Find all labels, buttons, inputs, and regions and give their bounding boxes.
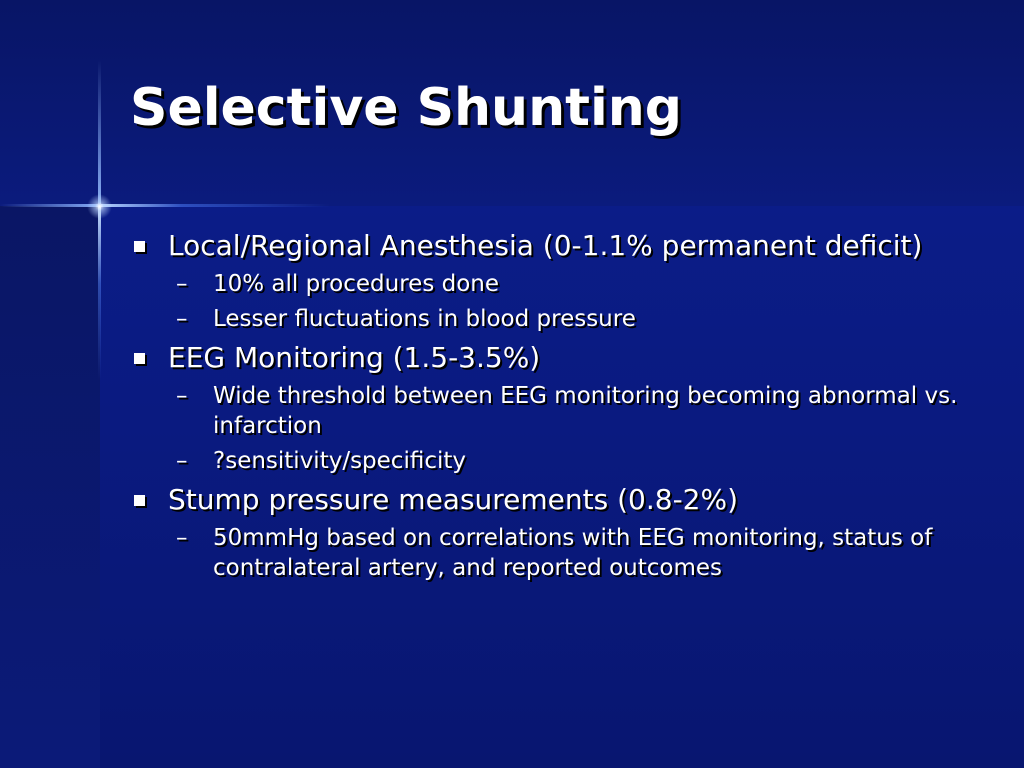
slide-title: Selective Shunting xyxy=(130,78,683,138)
sub-list xyxy=(130,523,990,583)
sub-text: 10% all procedures done xyxy=(213,271,500,297)
sub-item xyxy=(130,304,990,334)
sub-text: Wide threshold between EEG monitoring becoming abnormal vs. infarction xyxy=(213,383,958,439)
sub-text: ?sensitivity/specificity xyxy=(213,448,466,474)
sub-item xyxy=(130,269,990,299)
dash-bullet-icon: – xyxy=(176,448,188,474)
bullet-list xyxy=(130,228,990,589)
dash-bullet-icon: – xyxy=(176,525,188,551)
bullet-text: EEG Monitoring (1.5-3.5%) xyxy=(168,341,541,374)
sub-item xyxy=(130,446,990,476)
bullet-text: Stump pressure measurements (0.8-2%) xyxy=(168,483,739,516)
horizontal-glow-line xyxy=(0,204,330,207)
bullet-text: Local/Regional Anesthesia (0-1.1% permanent deficit) xyxy=(168,229,923,262)
sub-text: 50mmHg based on correlations with EEG monitoring, status of contralateral artery, and reported outcomes xyxy=(213,525,933,581)
dash-bullet-icon: – xyxy=(176,271,188,297)
dash-bullet-icon: – xyxy=(176,383,188,409)
vertical-glow-line xyxy=(98,60,101,380)
sub-text: Lesser fluctuations in blood pressure xyxy=(213,306,636,332)
bullet-item xyxy=(130,482,990,518)
sub-list xyxy=(130,381,990,476)
dash-bullet-icon: – xyxy=(176,306,188,332)
sub-item xyxy=(130,381,990,441)
sparkle-icon xyxy=(87,194,112,219)
sub-item xyxy=(130,523,990,583)
square-bullet-icon xyxy=(134,495,145,506)
square-bullet-icon xyxy=(134,241,145,252)
sub-list xyxy=(130,269,990,334)
bullet-item xyxy=(130,228,990,264)
bullet-item xyxy=(130,340,990,376)
square-bullet-icon xyxy=(134,353,145,364)
